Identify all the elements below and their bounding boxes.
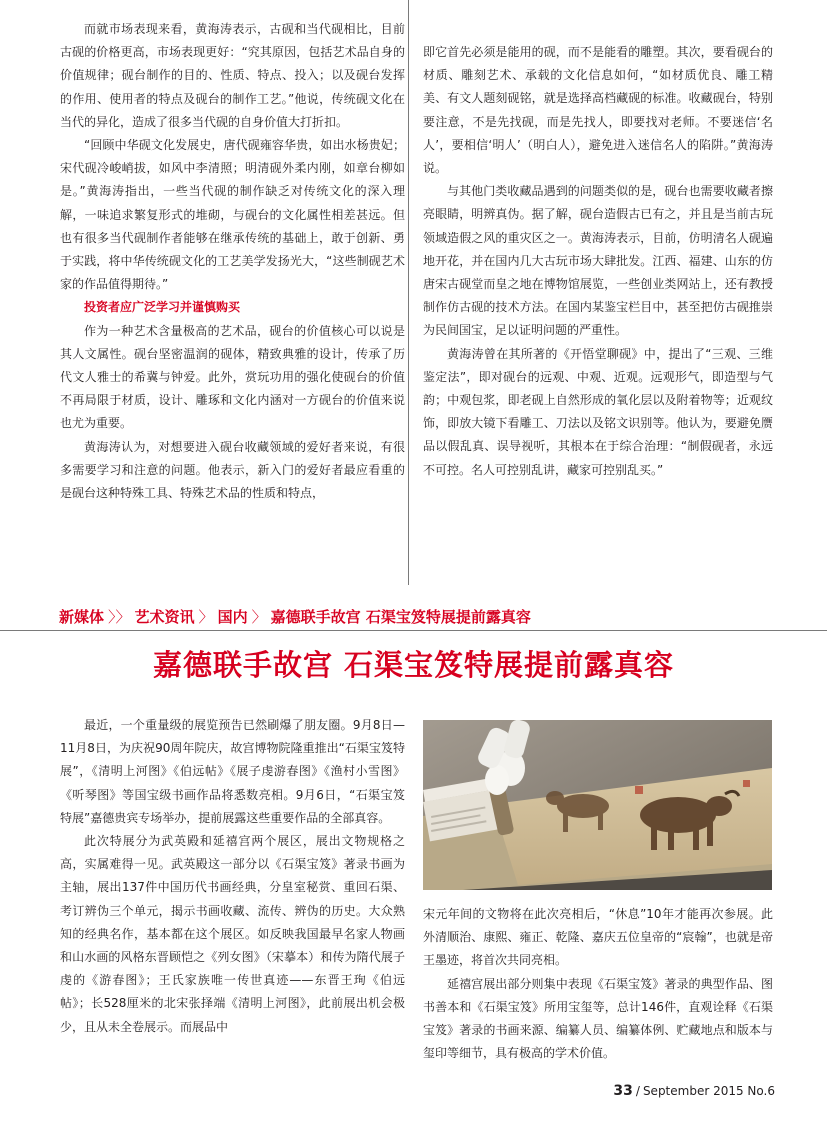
body-paragraph: 黄海涛认为，对想要进入砚台收藏领域的爱好者来说，有很多需要学习和注意的问题。他表示，新入门的爱好者最应看重的是砚台这种特殊工具、特殊艺术品的性质和特点，	[60, 439, 405, 501]
body-paragraph: 即它首先必须是能用的砚，而不是能看的雕塑。其次，要看砚台的材质、雕刻艺术、承载的文化信息如何，“如材质优良、雕工精美、有文人题刻砚铭，就是选择高档藏砚的标准。收藏砚台，特别要注意，不是先找砚，而是先找人，即要找对老师。不要迷信‘名人’，要相信‘明人’（明白人），避免进入迷信名人的陷阱。”黄海涛说。	[423, 45, 773, 176]
body-paragraph: 此次特展分为武英殿和延禧宫两个展区，展出文物规格之高，实属难得一见。武英殿这一部分以《石渠宝笈》著录书画为主轴，展出137件中国历代书画经典，分皇室秘赏、重回石渠、考订辨伪三个单元，揭示书画收藏、流传、辨伪的历史。大众熟知的经典名作，基本都在这个展区。如反映我国最早名家人物画和山水画的风格东晋顾恺之《列女图》（宋摹本）和传为隋代展子虔的《游春图》；王氏家族唯一传世真迹——东晋王珣《伯远帖》；长528厘米的北宋张择端《清明上河图》，此前展出机会极少，且从未全卷展示。而展品中	[60, 834, 405, 1034]
scroll-illustration	[423, 720, 772, 890]
column-divider	[408, 0, 409, 585]
article-right-column	[423, 903, 773, 1065]
breadcrumb-separator: 〉	[251, 608, 267, 626]
body-paragraph: 作为一种艺术含量极高的艺术品，砚台的价值核心可以说是其人文属性。砚台坚密温润的砚体，精致典雅的设计，传承了历代文人雅士的希冀与钟爱。此外，赏玩功用的强化使砚台的价值不再局限于材质，设计、雕琢和文化内涵对一方砚台的价值来说也尤为重要。	[60, 323, 405, 431]
breadcrumb-separator: 〉〉	[108, 608, 131, 626]
article-left-column	[60, 714, 405, 1039]
body-paragraph: 而就市场表现来看，黄海涛表示，古砚和当代砚相比，目前古砚的价格更高，市场表现更好：“究其原因，包括艺术品自身的价值规律；砚台制作的目的、性质、特点、投入；以及砚台发挥的作用、使用者的特点及砚台的制作工艺。”他说，传统砚文化在当代的异化，造成了很多当代砚的自身价值大打折扣。	[60, 22, 405, 129]
breadcrumb	[59, 606, 531, 627]
section-subheading: 投资者应广泛学习并谨慎购买	[84, 300, 241, 315]
scroll-photo	[423, 720, 772, 890]
page-number: 33	[613, 1083, 633, 1099]
page-folio	[613, 1083, 775, 1099]
body-paragraph: 延禧宫展出部分则集中表现《石渠宝笈》著录的典型作品、图书善本和《石渠宝笈》所用宝玺等，总计146件，直观诠释《石渠宝笈》著录的书画来源、编纂人员、编纂体例、贮藏地点和版本与玺印等细节，具有极高的学术价值。	[423, 976, 773, 1061]
body-paragraph: 最近，一个重量级的展览预告已然刷爆了朋友圈。9月8日—11月8日，为庆祝90周年院庆，故宫博物院隆重推出“石渠宝笈特展”，《清明上河图》《伯远帖》《展子虔游春图》《渔村小雪图》《听琴图》等国宝级书画作品将悉数亮相。9月6日，“石渠宝笈特展”嘉德贵宾专场举办，提前展露这些重要作品的全部真容。	[60, 718, 405, 825]
upper-left-column	[60, 18, 405, 505]
breadcrumb-separator: 〉	[198, 608, 214, 626]
body-paragraph: 宋元年间的文物将在此次亮相后，“休息”10年才能再次参展。此外清顺治、康熙、雍正、乾隆、嘉庆五位皇帝的“宸翰”，也就是帝王墨迹，将首次共同亮相。	[423, 907, 773, 968]
body-paragraph: 与其他门类收藏品遇到的问题类似的是，砚台也需要收藏者擦亮眼睛，明辨真伪。据了解，砚台造假古已有之，并且是当前古玩领域造假之风的重灾区之一。黄海涛表示，目前，仿明清名人砚遍地开花，并在国内几大古玩市场大肆批发。江西、福建、山东的仿唐宋古砚堂而皇之地在博物馆展览，一些创业类网站上，还有教授制作仿古砚的技术方法。在国内某鉴宝栏目中，甚至把仿古砚推崇为民间国宝，足以证明问题的严重性。	[423, 184, 773, 338]
breadcrumb-item-current: 嘉德联手故宫 石渠宝笈特展提前露真容	[270, 608, 531, 626]
folio-slash: /	[635, 1084, 640, 1098]
body-paragraph: 黄海涛曾在其所著的《开悟堂聊砚》中，提出了“三观、三维鉴定法”，即对砚台的远观、中观、近观。远观形气，即造型与气韵；中观包浆，即老砚上自然形成的氧化层以及附着物等；近观纹饰，即放大镜下看雕工、刀法以及铭文识别等。他认为，要避免赝品以假乱真、误导视听，其根本在于综合治理：“制假砚者，永远不可控。名人可控别乱讲，藏家可控别乱买。”	[423, 346, 773, 477]
breadcrumb-rule	[0, 630, 827, 631]
body-paragraph: “回顾中华砚文化发展史，唐代砚雍容华贵，如出水杨贵妃；宋代砚冷峻峭拔，如风中李清照；明清砚外柔内刚，如章台柳如是。”黄海涛指出，一些当代砚的制作缺乏对传统文化的深入理解，一味追求繁复形式的堆砌，与砚台的文化属性相差甚远。但也有很多当代砚制作者能够在继承传统的基础上，敢于创新、勇于实践，将中华传统砚文化的工艺美学发扬光大，“这些制砚艺术家的作品值得期待。”	[60, 138, 405, 292]
breadcrumb-item-new-media[interactable]: 新媒体	[59, 608, 105, 626]
article-title: 嘉德联手故宫 石渠宝笈特展提前露真容	[152, 648, 675, 682]
breadcrumb-item-domestic[interactable]: 国内	[217, 608, 248, 626]
upper-right-column	[423, 41, 773, 482]
issue-label: September 2015 No.6	[642, 1084, 775, 1098]
breadcrumb-item-art-news[interactable]: 艺术资讯	[134, 608, 195, 626]
